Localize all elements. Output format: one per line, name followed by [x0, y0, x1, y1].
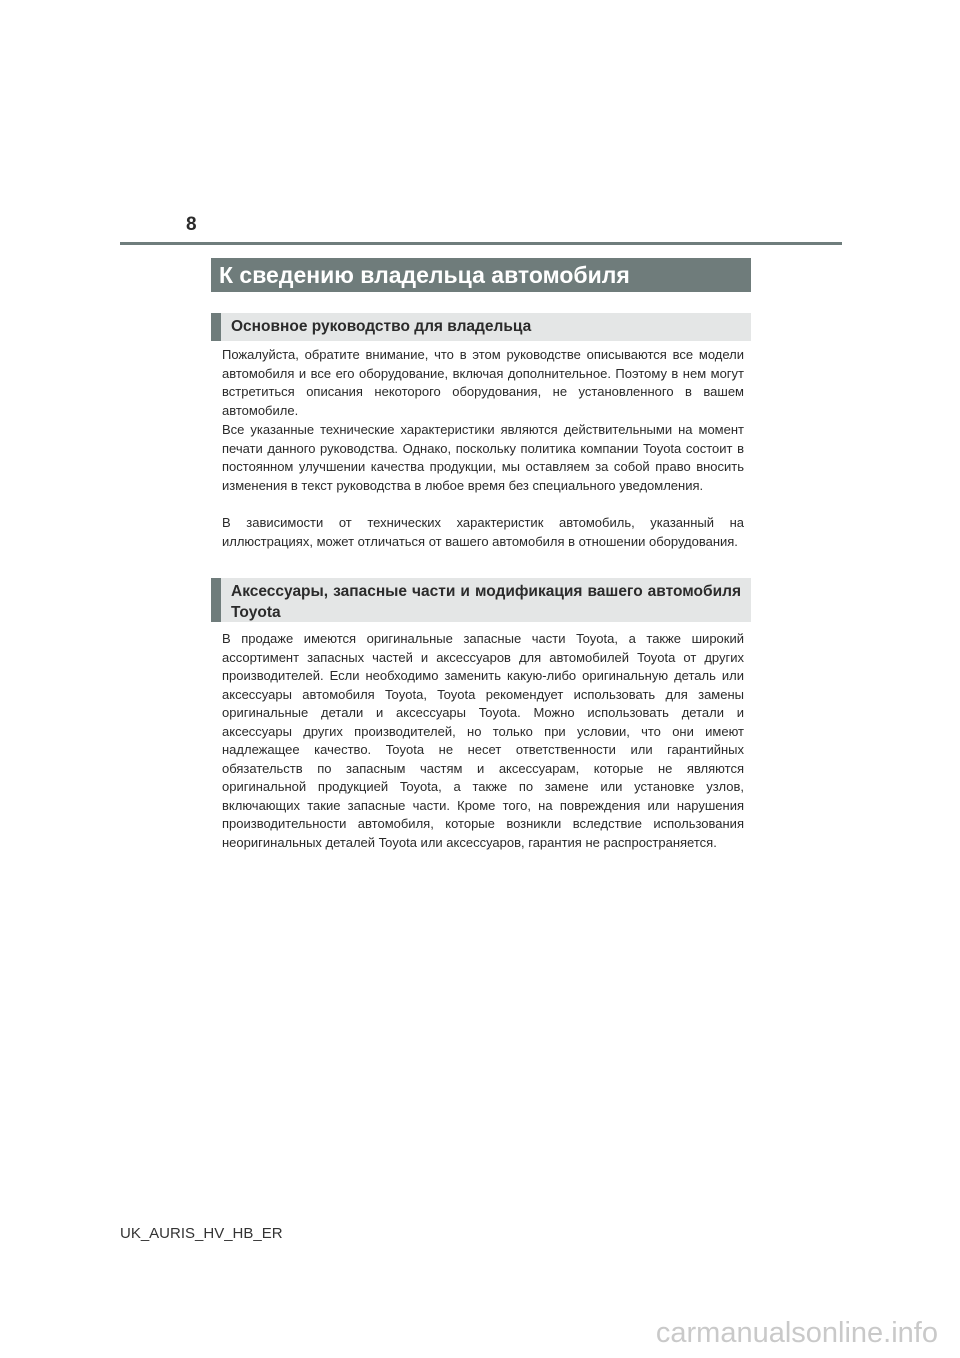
section-heading-line: Toyota [231, 604, 281, 621]
section-heading-line: Аксессуары, запасные части и модификация вашего автомобиля [231, 583, 741, 600]
paragraph: Пожалуйста, обратите внимание, что в этом руководстве описываются все модели автомобиля и все его оборудование, включая дополнительное. Поэтому в нем могут встретиться описания некоторого оборудования, не установленного в вашем автомобиле. [222, 347, 744, 418]
paragraph: Все указанные технические характеристики являются действительными на момент печати данного руководства. Однако, поскольку политика компании Toyota состоит в постоянном улучшении качества продукции, мы оставляем за собой право вносить изменения в текст руководства в любое время без специального уведомления. [222, 422, 744, 493]
page-number: 8 [186, 214, 197, 235]
watermark-link[interactable]: carmanualsonline.info [655, 1317, 938, 1349]
section-heading-owners-manual: Основное руководство для владельца [211, 313, 751, 341]
page-title: К сведению владельца автомобиля [211, 258, 751, 292]
paragraph: В зависимости от технических характеристик автомобиль, указанный на иллюстрациях, может отличаться от вашего автомобиля в отношении оборудования. [222, 515, 744, 549]
header-rule [120, 242, 842, 245]
footer-code: UK_AURIS_HV_HB_ER [120, 1225, 283, 1242]
section-heading-accessories [211, 578, 751, 622]
paragraph: В продаже имеются оригинальные запасные части Toyota, а также широкий ассортимент запасных частей и аксессуаров для автомобилей Toyota от других производителей. Если необходимо заменить какую-либо оригинальную деталь или аксессуары автомобиля Toyota, Toyota рекомендует использовать для замены оригинальные детали и аксессуары Toyota. Можно использовать детали и аксессуары других производителей, но только при условии, что они имеют надлежащее качество. Toyota не несет ответственности или гарантийных обязательств по запасным частям и аксессуарам, которые не являются оригинальной продукцией Toyota, а также по замене или установке узлов, включающих такие запасные части. Кроме того, на повреждения или нарушения производительности автомобиля, которые возникли вследствие использования неоригинальных деталей Toyota или аксессуаров, гарантия не распространяется. [222, 631, 744, 850]
